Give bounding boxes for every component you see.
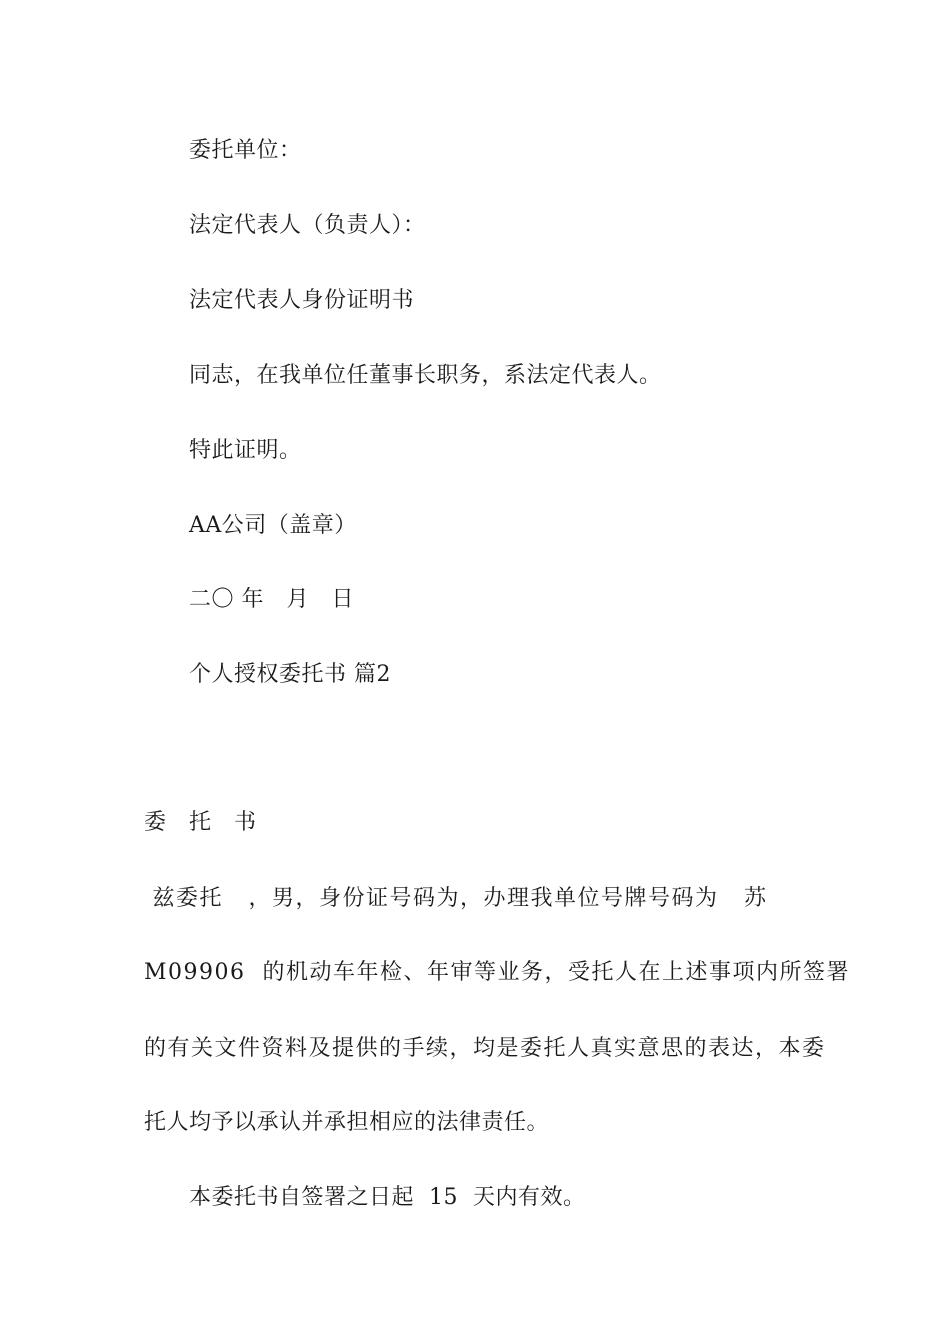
paragraph-line: 兹委托 ，男，身份证号码为，办理我单位号牌号码为 苏 — [144, 886, 768, 911]
paragraph-line: M09906 的机动车年检、年审等业务，受托人在上述事项内所签署 — [144, 960, 850, 985]
section-title: 个人授权委托书 篇2 — [189, 662, 391, 687]
validity-statement: 本委托书自签署之日起 15 天内有效。 — [189, 1185, 586, 1210]
letter-heading: 委 托 书 — [144, 810, 257, 835]
legal-representative-label: 法定代表人（负责人）： — [189, 213, 426, 238]
date-line: 二〇 年 月 日 — [189, 587, 354, 612]
certificate-title: 法定代表人身份证明书 — [189, 288, 415, 313]
paragraph-line: 的有关文件资料及提供的手续，均是委托人真实意思的表达，本委 — [144, 1036, 826, 1061]
entrusting-unit-label: 委托单位： — [189, 138, 302, 163]
paragraph-line: 托人均予以承认并承担相应的法律责任。 — [144, 1110, 550, 1135]
certificate-statement: 同志，在我单位任董事长职务，系法定代表人。 — [189, 363, 662, 388]
company-seal-line: AA公司（盖章） — [189, 513, 357, 538]
certification-note: 特此证明。 — [189, 438, 302, 463]
